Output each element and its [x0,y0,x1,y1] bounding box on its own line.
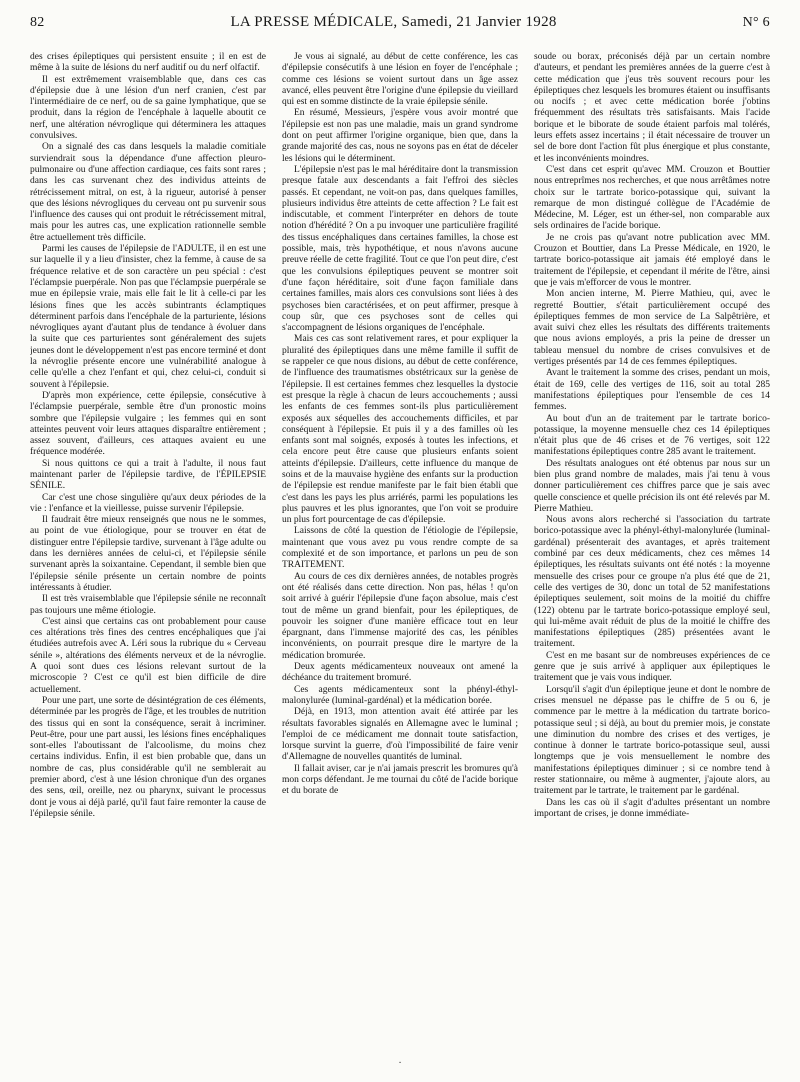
paragraph: C'est en me basant sur de nombreuses expériences de ce genre que je suis arrivé à appliquer aux épileptiques le traitement que je vais vous indiquer. [534,650,770,684]
column-1 [30,52,266,1052]
paragraph: Parmi les causes de l'épilepsie de l'ADULTE, il en est une sur laquelle il y a lieu d'insister, chez la femme, à cause de sa fréquence relative et de son caractère un peu spécial : c'est l'éclampsie puerpérale. Non pas que l'éclampsie puerpérale se mue en épilepsie vraie, mais elle fait le lit à celle-ci par les lésions fines que les accès subintrants éclamptiques déterminent parfois dans l'encéphale de la parturiente, lésions névrogliques ayant d'autant plus de tendance à évoluer dans la suite que ces parturientes sont généralement des sujets jeunes dont le développement n'est pas encore terminé et dont la névroglie présente encore une vulnérabilité analogue à celle qu'elle a chez l'enfant et qui, chez celui-ci, conduit si souvent à l'épilepsie. [30,244,266,390]
paragraph: Dans les cas où il s'agit d'adultes présentant un nombre important de crises, je donne immédiate- [534,797,770,819]
page-number: 82 [30,15,45,30]
paragraph: L'épilepsie n'est pas le mal héréditaire dont la transmission presque fatale aux descendants a fait l'effroi des siècles passés. Et cependant, ne voit-on pas, dans quelques familles, plusieurs individus être atteints de cette affection ? Le fait est indiscutable, et comment l'interpréter en dehors de toute notion d'hérédité ? On a pu invoquer une particulière fragilité des tissus encéphaliques dans certaines familles, la chose est possible, mais, très hypothétique, et nous n'avons aucune preuve réelle de cette fragilité. Tout ce que l'on peut dire, c'est que les convulsions épileptiques peuvent se montrer soit d'une façon héréditaire, soit d'une façon familiale dans certaines familles, mais alors ces convulsions sont liées à des psychoses bien caractérisées, et on peut affirmer, presque à coup sûr, que ces psychoses sont de celles qui s'accompagnent de lésions organiques de l'encéphale. [282,164,518,334]
paragraph: On a signalé des cas dans lesquels la maladie comitiale surviendrait sous la dépendance d'une affection pleuro-pulmonaire ou d'une affection cardiaque, ces faits sont rares ; dans les cas survenant chez des individus atteints de rétrécissement mitral, on est, à la rigueur, autorisé à penser que des lésions névrogliques du cerveau ont pu survenir sous l'influence des causes qui ont produit le rétrécissement mitral, mais pour les autres cas, une explication rationnelle semble être actuellement très difficile. [30,142,266,243]
paragraph: Au cours de ces dix dernières années, de notables progrès ont été réalisés dans cette direction. Non pas, hélas ! qu'on soit arrivé à guérir l'épilepsie d'une façon absolue, mais c'est tout de même un grand bienfait, pour les épileptiques, de pouvoir les soigner d'une manière efficace tout en leur épargnant, dans l'immense majorité des cas, les pénibles inconvénients, on pourrait presque dire le martyre de la médication bromurée. [282,571,518,661]
issue-number: N° 6 [742,15,770,30]
paragraph: Déjà, en 1913, mon attention avait été attirée par les résultats favorables signalés en Allemagne avec le luminal ; l'emploi de ce médicament me donnait toute satisfaction, lorsque survint la guerre, d'où l'impossibilité de faire venir d'Allemagne de nouvelles quantités de luminal. [282,707,518,763]
paragraph: Je vous ai signalé, au début de cette conférence, les cas d'épilepsie consécutifs à une lésion en foyer de l'encéphale ; comme ces lésions se voient surtout dans un âge assez avancé, elles peuvent être l'origine d'une épilepsie du vieillard qui est en somme distincte de la vraie épilepsie sénile. [282,52,518,108]
paragraph: Il faudrait être mieux renseignés que nous ne le sommes, au point de vue étiologique, pour se trouver en état de distinguer entre l'épilepsie tardive, survenant à l'âge adulte ou dans les dernières années de celui-ci, et l'épilepsie sénile survenant après la soixantaine. Cependant, il semble bien que l'épilepsie sénile présente un certain nombre de points intéressants à étudier. [30,515,266,593]
paragraph: Des résultats analogues ont été obtenus par nous sur un bien plus grand nombre de malades, mais j'ai tenu à vous donner particulièrement ces chiffres parce que je sais avec quelle conscience et quelle précision ils ont été relevés par M. Pierre Mathieu. [534,458,770,514]
paragraph: soude ou borax, préconisés déjà par un certain nombre d'auteurs, et pendant les premières années de la guerre c'est à cette médication que j'eus très souvent recours pour les épileptiques chez lesquels les bromures étaient ou insuffisants ou nocifs ; et avec cette médication borée j'obtins fréquemment des résultats très satisfaisants. Mais l'acide borique et le biborate de soude étaient parfois mal tolérés, leurs effets assez incertains ; il était nécessaire de trouver un sel de bore dont l'action fût plus énergique et plus constante, et les inconvénients moindres. [534,52,770,164]
paragraph: Ces agents médicamenteux sont la phényl-éthyl-malonylurée (luminal-gardénal) et la médication borée. [282,684,518,706]
paragraph: Car c'est une chose singulière qu'aux deux périodes de la vie : l'enfance et la vieillesse, puisse survenir l'épilepsie. [30,492,266,514]
paragraph: Il est extrêmement vraisemblable que, dans ces cas d'épilepsie due à une lésion d'un nerf cranien, c'est par l'intermédiaire de ce nerf, ou de sa gaine lymphatique, que se produit, dans la région de l'encéphale à laquelle aboutit ce nerf, une altération névroglique qui déterminera les attaques convulsives. [30,74,266,142]
paragraph: Au bout d'un an de traitement par le tartrate borico-potassique, la moyenne mensuelle chez ces 14 épileptiques n'était plus que de 46 crises et de 76 vertiges, soit 122 manifestations épileptiques contre 285 avant le traitement. [534,413,770,458]
paragraph: Pour une part, une sorte de désintégration de ces éléments, déterminée par les progrès de l'âge, et les troubles de nutrition des tissus qui en sont la conséquence, serait à incriminer. Peut-être, pour une part aussi, les lésions fines encéphaliques sont-elles l'aboutissant de l'alcoolisme, du moins chez certains individus. Enfin, il est bien probable que, dans un nombre de cas, plus considérable qu'il ne semblerait au premier abord, c'est à une lésion chronique d'un des organes des sens, œil, oreille, nez ou pharynx, suivant le processus dont je vous ai déjà parlé, qu'il faut faire remonter la cause de l'épilepsie sénile. [30,695,266,819]
column-2 [282,52,518,1052]
paragraph: Mon ancien interne, M. Pierre Mathieu, qui, avec le regretté Bouttier, s'était particulièrement occupé des épileptiques femmes de mon service de La Salpêtrière, et avait suivi chez elles les résultats des différents traitements que nous avions employés, a pris la peine de dresser un tableau mensuel du nombre de crises convulsives et de vertiges présentés par 14 de ces femmes épileptiques. [534,289,770,368]
paragraph: Si nous quittons ce qui a trait à l'adulte, il nous faut maintenant parler de l'épilepsie tardive, de l'ÉPILEPSIE SÉNILE. [30,458,266,492]
paragraph: Je ne crois pas qu'avant notre publication avec MM. Crouzon et Bouttier, dans La Presse Médicale, en 1920, le tartrate borico-potassique ait jamais été employé dans le traitement de l'épilepsie, et cependant il mérite de l'être, ainsi que je vais m'efforcer de vous le montrer. [534,232,770,288]
paragraph: Mais ces cas sont relativement rares, et pour expliquer la pluralité des épileptiques dans une même famille il suffit de se rappeler ce que nous disions, au début de cette conférence, de l'influence des traumatismes obstétricaux sur la genèse de l'épilepsie. Il est certaines femmes chez lesquelles la dystocie est presque la règle à chacun de leurs accouchements ; aussi les enfants de ces femmes sont-ils plus particulièrement exposés aux séquelles des accouchements difficiles, et par conséquent à l'épilepsie. Et puis il y a des familles où les enfants sont mal soignés, exposés à toutes les infections, et cela encore peut être cause que plusieurs enfants soient atteints d'épilepsie. D'ailleurs, cette influence du manque de soins et de la mauvaise hygiène des enfants sur la production de l'épilepsie est rendue manifeste par le fait bien établi que c'est dans les pays les plus arriérés, parmi les populations les plus pauvres et les plus ignorantes, que l'on voit se produire un plus fort pourcentage de cas d'épilepsie. [282,334,518,526]
paragraph: Lorsqu'il s'agit d'un épileptique jeune et dont le nombre de crises mensuel ne dépasse pas le chiffre de 5 ou 6, je commence par le mettre à la médication du tartrate borico-potassique seul ; si déjà, au bout du premier mois, je constate une diminution du nombre des crises et des vertiges, je continue à donner le tartrate borico-potassique seul, aussi longtemps que je vois mensuellement le nombre des manifestations épileptiques diminuer ; si ce nombre tend à rester stationnaire, ou même à augmenter, j'ajoute alors, au traitement par le tartrate, le traitement par le gardénal. [534,684,770,797]
paragraph: Avant le traitement la somme des crises, pendant un mois, était de 169, celle des vertiges de 116, soit au total 285 manifestations épileptiques pour l'ensemble de ces 14 femmes. [534,368,770,413]
paragraph: En résumé, Messieurs, j'espère vous avoir montré que l'épilepsie est non pas une maladie, mais un grand syndrome dont on peut affirmer l'origine organique, bien que, dans la grande majorité des cas, nous ne soyons pas en état de déceler les lésions qui le déterminent. [282,108,518,164]
paragraph: Il fallait aviser, car je n'ai jamais prescrit les bromures qu'à mon corps défendant. Je me tournai du côté de l'acide borique et du borate de [282,763,518,797]
paragraph: Il est très vraisemblable que l'épilepsie sénile ne reconnaît pas toujours une même étiologie. [30,594,266,616]
page-header [30,14,770,36]
paragraph: C'est dans cet esprit qu'avec MM. Crouzon et Bouttier nous entreprîmes nos recherches, et que nous arrêtâmes notre choix sur le tartrate borico-potassique qui, suivant la remarque de mon distingué collègue de l'Académie de Médecine, M. Léger, est un éther-sel, non comparable aux sels ordinaires de l'acide borique. [534,164,770,232]
article-body [30,52,772,1052]
paragraph: Nous avons alors recherché si l'association du tartrate borico-potassique avec la phényl-éthyl-malonylurée (luminal-gardénal) présenterait des avantages, et après traitement combiné par ces deux médicaments, chez ces mêmes 14 épileptiques, les résultats suivants ont été notés : la moyenne mensuelle des crises pour ce groupe n'a plus été que de 21, celle des vertiges de 30, donc un total de 52 manifestations épileptiques seulement, soit moins de la moitié du chiffre (122) obtenu par le tartrate borico-potassique employé seul, qui lui-même avait réduit de plus de la moitié le chiffre des manifestations épileptiques (285) présentées avant le traitement. [534,515,770,650]
paragraph: C'est ainsi que certains cas ont probablement pour cause ces altérations très fines des centres encéphaliques que j'ai étudiées autrefois avec A. Léri sous la rubrique du « Cerveau sénile », altérations des éléments nerveux et de la névroglie. A quoi sont dues ces lésions relevant surtout de la microscopie ? C'est ce qu'il est bien difficile de dire actuellement. [30,616,266,695]
paragraph: D'après mon expérience, cette épilepsie, consécutive à l'éclampsie puerpérale, semble être d'un pronostic moins sombre que l'épilepsie vulgaire ; les femmes qui en sont atteintes peuvent voir leurs attaques disparaître entièrement ; assez souvent, d'ailleurs, ces attaques avaient eu une fréquence modérée. [30,390,266,458]
page-footer: · [398,1058,402,1069]
column-3 [534,52,770,1052]
paragraph: des crises épileptiques qui persistent ensuite ; il en est de même à la suite de lésions du nerf auditif ou du nerf olfactif. [30,52,266,74]
journal-title: LA PRESSE MÉDICALE, Samedi, 21 Janvier 1928 [230,14,557,30]
paragraph: Laissons de côté la question de l'étiologie de l'épilepsie, maintenant que vous avez pu vous rendre compte de sa complexité et de son importance, et parlons un peu de son TRAITEMENT. [282,526,518,571]
paragraph: Deux agents médicamenteux nouveaux ont amené la déchéance du traitement bromuré. [282,662,518,684]
